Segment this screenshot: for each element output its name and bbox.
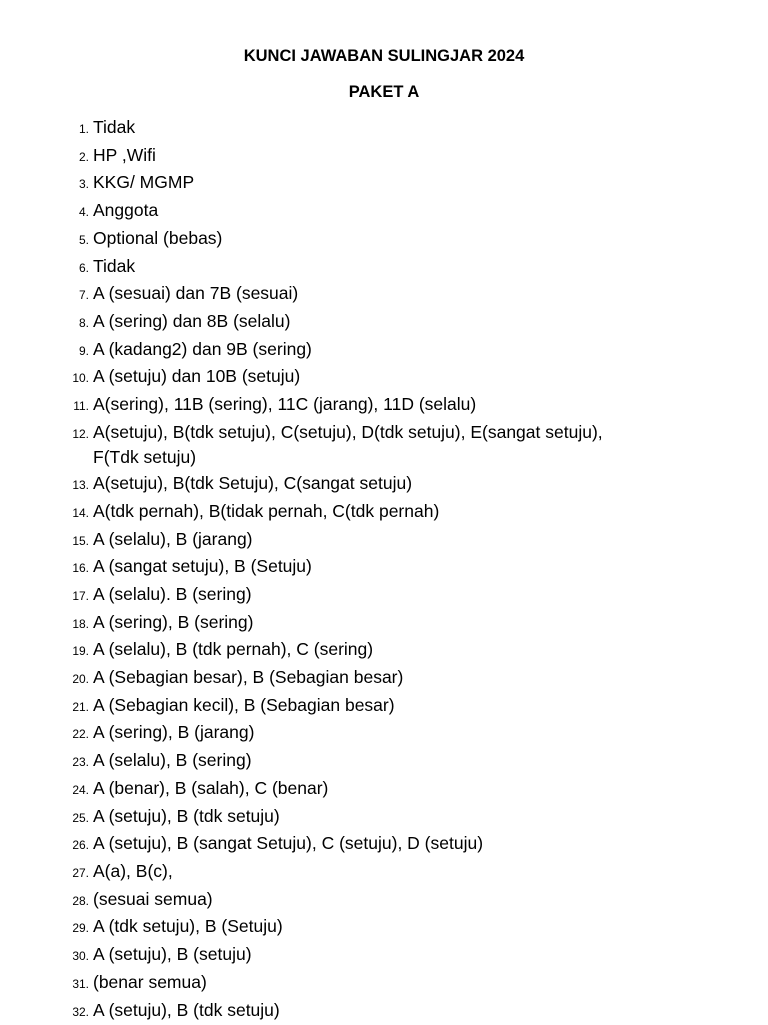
answer-text: A (setuju) dan 10B (setuju) <box>93 364 700 390</box>
answer-text: A (setuju), B (tdk setuju) <box>93 998 700 1024</box>
answer-item <box>0 471 700 499</box>
answer-item <box>0 337 700 365</box>
answer-item <box>0 554 700 582</box>
answer-number: 26. <box>0 833 93 859</box>
answer-item <box>0 115 700 143</box>
answer-number: 30. <box>0 944 93 970</box>
answer-text: A (sering), B (sering) <box>93 610 700 636</box>
answer-number: 22. <box>0 722 93 748</box>
document-title: KUNCI JAWABAN SULINGJAR 2024 <box>0 45 768 67</box>
answer-number: 14. <box>0 501 93 527</box>
answer-number: 15. <box>0 529 93 555</box>
answer-item <box>0 693 700 721</box>
answer-item <box>0 970 700 998</box>
answer-item <box>0 420 700 471</box>
answer-text: Tidak <box>93 115 700 141</box>
answer-text: Optional (bebas) <box>93 226 700 252</box>
answer-number: 25. <box>0 806 93 832</box>
answer-number: 13. <box>0 473 93 499</box>
answer-text: A (sesuai) dan 7B (sesuai) <box>93 281 700 307</box>
answer-text: A(tdk pernah), B(tidak pernah, C(tdk pernah) <box>93 499 700 525</box>
answer-text: A (sering) dan 8B (selalu) <box>93 309 700 335</box>
answer-text: (benar semua) <box>93 970 700 996</box>
answer-item <box>0 831 700 859</box>
answer-item <box>0 804 700 832</box>
answer-number: 9. <box>0 339 93 365</box>
answer-text: A (setuju), B (sangat Setuju), C (setuju), D (setuju) <box>93 831 700 857</box>
answer-number: 1. <box>0 117 93 143</box>
answer-text: A (Sebagian besar), B (Sebagian besar) <box>93 665 700 691</box>
answer-number: 18. <box>0 612 93 638</box>
answer-text: A(setuju), B(tdk Setuju), C(sangat setuju) <box>93 471 700 497</box>
answer-text: Tidak <box>93 254 700 280</box>
answer-item <box>0 170 700 198</box>
answer-text: A(setuju), B(tdk setuju), C(setuju), D(tdk setuju), E(sangat setuju), F(Tdk setuju) <box>93 420 700 471</box>
answer-number: 24. <box>0 778 93 804</box>
answer-number: 27. <box>0 861 93 887</box>
answer-number: 29. <box>0 916 93 942</box>
answer-number: 17. <box>0 584 93 610</box>
answer-item <box>0 254 700 282</box>
answer-number: 23. <box>0 750 93 776</box>
answer-text: A (benar), B (salah), C (benar) <box>93 776 700 802</box>
answer-number: 31. <box>0 972 93 998</box>
answer-list <box>0 115 700 1025</box>
answer-number: 3. <box>0 172 93 198</box>
answer-number: 19. <box>0 639 93 665</box>
answer-item <box>0 499 700 527</box>
answer-item <box>0 364 700 392</box>
answer-number: 10. <box>0 366 93 392</box>
answer-item <box>0 527 700 555</box>
answer-number: 8. <box>0 311 93 337</box>
answer-item <box>0 198 700 226</box>
answer-text: A (setuju), B (tdk setuju) <box>93 804 700 830</box>
answer-text: KKG/ MGMP <box>93 170 700 196</box>
answer-text: A (setuju), B (setuju) <box>93 942 700 968</box>
answer-text: A (tdk setuju), B (Setuju) <box>93 914 700 940</box>
answer-text: A(sering), 11B (sering), 11C (jarang), 11D (selalu) <box>93 392 700 418</box>
answer-number: 4. <box>0 200 93 226</box>
answer-number: 16. <box>0 556 93 582</box>
answer-text: Anggota <box>93 198 700 224</box>
answer-item <box>0 914 700 942</box>
answer-item <box>0 637 700 665</box>
answer-number: 12. <box>0 422 93 448</box>
answer-text: A (kadang2) dan 9B (sering) <box>93 337 700 363</box>
answer-text: A (selalu), B (jarang) <box>93 527 700 553</box>
answer-number: 21. <box>0 695 93 721</box>
answer-text: A (sering), B (jarang) <box>93 720 700 746</box>
answer-item <box>0 887 700 915</box>
answer-item <box>0 281 700 309</box>
answer-item <box>0 392 700 420</box>
document-subtitle: PAKET A <box>0 81 768 103</box>
answer-number: 11. <box>0 394 93 420</box>
answer-number: 28. <box>0 889 93 915</box>
answer-number: 7. <box>0 283 93 309</box>
answer-item <box>0 998 700 1025</box>
answer-item <box>0 942 700 970</box>
answer-item <box>0 720 700 748</box>
answer-item <box>0 665 700 693</box>
answer-text: A (selalu), B (sering) <box>93 748 700 774</box>
answer-number: 20. <box>0 667 93 693</box>
answer-item <box>0 610 700 638</box>
answer-text: A (sangat setuju), B (Setuju) <box>93 554 700 580</box>
answer-text: A(a), B(c), <box>93 859 700 885</box>
answer-number: 6. <box>0 256 93 282</box>
answer-text: A (Sebagian kecil), B (Sebagian besar) <box>93 693 700 719</box>
answer-item <box>0 776 700 804</box>
answer-number: 32. <box>0 1000 93 1025</box>
answer-number: 2. <box>0 145 93 171</box>
answer-text: A (selalu), B (tdk pernah), C (sering) <box>93 637 700 663</box>
answer-item <box>0 226 700 254</box>
answer-item <box>0 748 700 776</box>
answer-item <box>0 309 700 337</box>
answer-text: A (selalu). B (sering) <box>93 582 700 608</box>
answer-item <box>0 859 700 887</box>
answer-number: 5. <box>0 228 93 254</box>
answer-item <box>0 582 700 610</box>
answer-text: HP ,Wifi <box>93 143 700 169</box>
answer-item <box>0 143 700 171</box>
answer-text: (sesuai semua) <box>93 887 700 913</box>
